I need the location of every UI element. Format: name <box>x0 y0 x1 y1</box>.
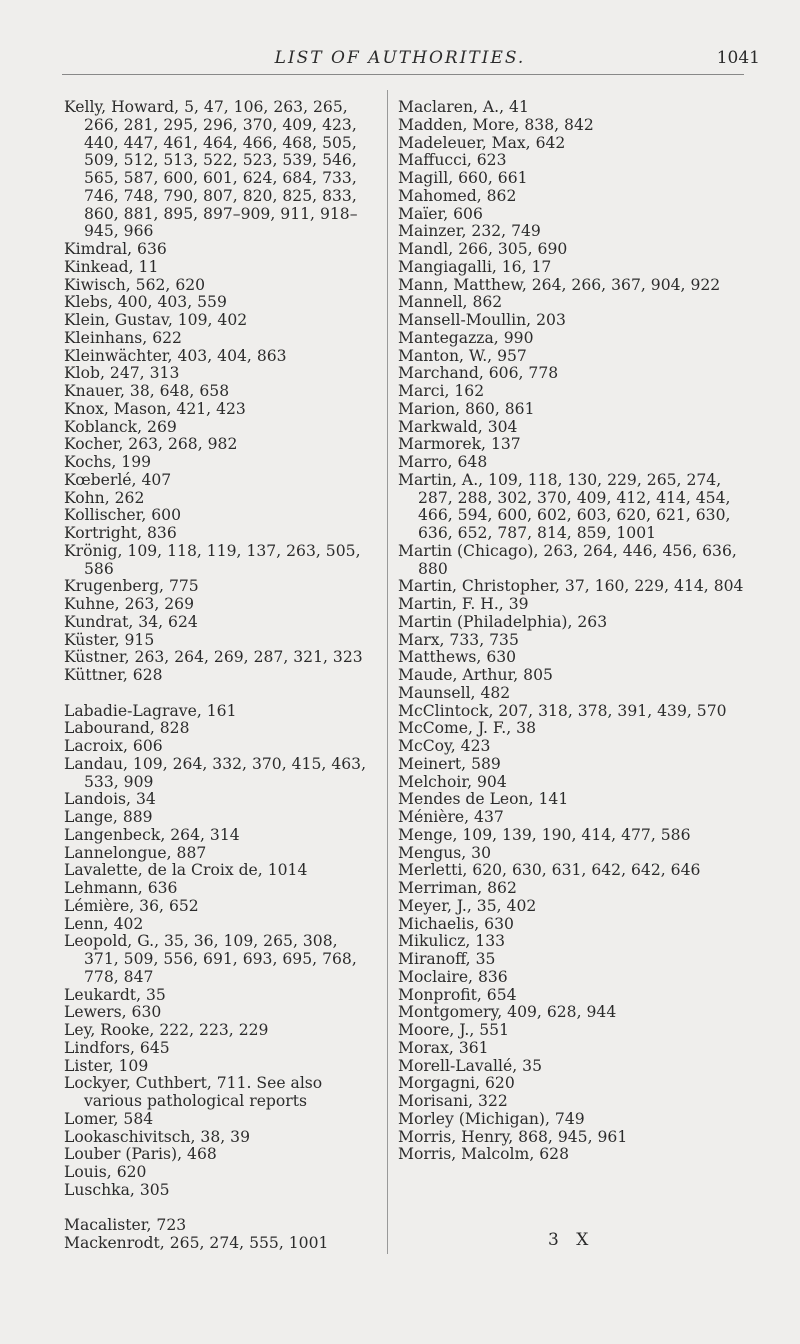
index-entry: Lister, 109 <box>64 1056 149 1075</box>
index-entry: Kimdral, 636 <box>64 240 167 258</box>
index-entry: Mikulicz, 133 <box>398 932 506 951</box>
index-entry: Knox, Mason, 421, 423 <box>64 399 246 418</box>
index-entry: Klob, 247, 313 <box>64 364 180 383</box>
index-entry: Manton, W., 957 <box>398 346 527 365</box>
index-entry: Martin, F. H., 39 <box>398 595 529 613</box>
index-entry: Kleinhans, 622 <box>64 328 182 347</box>
index-entry: Kelly, Howard, 5, 47, 106, 263, 265, 266, 281, 295, 296, 370, 409, 423, 440, 447, 461, 464, 466, 468, 505, 509, 512, 513, 522, 523, 539, 546, 565, 587, 600, 601, 624, 684, 733, 746, 748, 790, 807, 820, 825, 833, 860, 881, 895, 897–909, 911, 918–945, 966 <box>64 98 358 241</box>
index-entry: Kochs, 199 <box>64 453 152 471</box>
index-entry: Maunsell, 482 <box>398 683 511 702</box>
index-entry: Mengus, 30 <box>398 843 492 862</box>
index-entry: Lange, 889 <box>64 808 153 826</box>
index-entry: Kuhne, 263, 269 <box>64 595 195 613</box>
index-entry: Martin (Philadelphia), 263 <box>398 612 608 631</box>
index-entry: Macalister, 723 <box>64 1216 187 1235</box>
index-entry: Monprofit, 654 <box>398 985 517 1004</box>
index-entry: Labourand, 828 <box>64 719 190 738</box>
index-entry: Kohn, 262 <box>64 488 145 507</box>
index-entry: Morax, 361 <box>398 1038 489 1057</box>
index-entry: Küstner, 263, 264, 269, 287, 321, 323 <box>64 648 363 667</box>
index-entry: McCoy, 423 <box>398 737 491 755</box>
index-entry: Leukardt, 35 <box>64 985 166 1004</box>
index-entry: Marci, 162 <box>398 382 485 400</box>
index-entry: Mendes de Leon, 141 <box>398 790 569 809</box>
index-entry: Krugenberg, 775 <box>64 577 199 596</box>
index-entry: Melchoir, 904 <box>398 772 507 791</box>
right-column <box>398 99 746 1164</box>
signature-mark: 3 X <box>548 1230 595 1250</box>
index-entry: Ley, Rooke, 222, 223, 229 <box>64 1021 269 1039</box>
index-entry: Lacroix, 606 <box>64 737 163 755</box>
index-entry: Marmorek, 137 <box>398 435 521 454</box>
index-entry: Madden, More, 838, 842 <box>398 115 594 134</box>
index-entry: Morgagni, 620 <box>398 1074 515 1093</box>
page-number: 1041 <box>716 48 760 68</box>
index-entry: Maïer, 606 <box>398 204 483 223</box>
index-entry: Klein, Gustav, 109, 402 <box>64 311 248 329</box>
index-entry: Küster, 915 <box>64 630 155 649</box>
index-entry: Lavalette, de la Croix de, 1014 <box>64 861 308 880</box>
index-entry: Maude, Arthur, 805 <box>398 666 553 684</box>
index-entry: Mantegazza, 990 <box>398 328 534 347</box>
index-entry: Lockyer, Cuthbert, 711. See also various pathological reports <box>64 1074 323 1110</box>
index-entry: Krönig, 109, 118, 119, 137, 263, 505, 586 <box>64 541 361 578</box>
index-entry: Mackenrodt, 265, 274, 555, 1001 <box>64 1234 329 1252</box>
index-entry: Mansell-Moullin, 203 <box>398 311 566 329</box>
index-entry: Merriman, 862 <box>398 879 517 897</box>
index-entry: Miranoff, 35 <box>398 950 496 968</box>
index-entry: Madeleuer, Max, 642 <box>398 133 566 152</box>
running-title: LIST OF AUTHORITIES. <box>274 48 526 68</box>
index-entry: Morley (Michigan), 749 <box>398 1109 585 1128</box>
index-entry: Lannelongue, 887 <box>64 843 207 862</box>
index-entry: Lehmann, 636 <box>64 879 178 897</box>
index-entry: Lenn, 402 <box>64 914 144 933</box>
index-entry: Klebs, 400, 403, 559 <box>64 293 227 312</box>
index-entry: Leopold, G., 35, 36, 109, 265, 308, 371, 509, 556, 691, 693, 695, 768, 778, 847 <box>64 932 357 986</box>
index-entry: Mann, Matthew, 264, 266, 367, 904, 922 <box>398 275 721 294</box>
index-entry: McClintock, 207, 318, 378, 391, 439, 570 <box>398 701 727 720</box>
index-entry: Morisani, 322 <box>398 1092 508 1110</box>
index-entry: Moclaire, 836 <box>398 967 508 986</box>
index-entry: McCome, J. F., 38 <box>398 719 537 738</box>
left-column <box>64 99 376 1253</box>
index-entry: Kleinwächter, 403, 404, 863 <box>64 346 287 365</box>
index-entry: Louber (Paris), 468 <box>64 1145 217 1164</box>
index-entry: Marion, 860, 861 <box>398 399 535 418</box>
index-entry: Magill, 660, 661 <box>398 169 528 187</box>
index-entry: Kœberlé, 407 <box>64 470 172 489</box>
index-entry: Maclaren, A., 41 <box>398 98 529 116</box>
index-entry: Kortright, 836 <box>64 524 177 542</box>
index-entry: Landois, 34 <box>64 790 156 809</box>
index-entry: Markwald, 304 <box>398 417 518 436</box>
index-entry: Lémière, 36, 652 <box>64 896 199 915</box>
index-entry: Maffucci, 623 <box>398 151 507 170</box>
index-entry: Kocher, 263, 268, 982 <box>64 435 238 454</box>
index-entry: Morris, Malcolm, 628 <box>398 1145 569 1164</box>
index-entry: Marro, 648 <box>398 453 488 471</box>
index-entry: Lomer, 584 <box>64 1109 154 1128</box>
index-entry: Landau, 109, 264, 332, 370, 415, 463, 533, 909 <box>64 754 367 791</box>
index-entry: Langenbeck, 264, 314 <box>64 825 240 844</box>
index-entry: Kundrat, 34, 624 <box>64 612 198 631</box>
index-entry: Matthews, 630 <box>398 648 517 667</box>
index-entry: Mainzer, 232, 749 <box>398 222 541 241</box>
index-entry: Koblanck, 269 <box>64 417 177 436</box>
page-header <box>0 48 800 82</box>
index-entry: Lewers, 630 <box>64 1003 162 1022</box>
index-entry: Mannell, 862 <box>398 293 503 312</box>
header-rule <box>62 74 744 75</box>
column-divider <box>387 90 388 1254</box>
index-entry: Mahomed, 862 <box>398 186 517 205</box>
index-entry: Ménière, 437 <box>398 808 504 826</box>
index-entry: Knauer, 38, 648, 658 <box>64 382 230 400</box>
index-entry: Marchand, 606, 778 <box>398 364 559 383</box>
index-entry: Moore, J., 551 <box>398 1021 510 1039</box>
index-entry: Luschka, 305 <box>64 1180 170 1199</box>
index-entry: Morris, Henry, 868, 945, 961 <box>398 1127 628 1146</box>
index-entry: Lindfors, 645 <box>64 1038 170 1057</box>
index-entry: Küttner, 628 <box>64 666 163 684</box>
index-entry: Morell-Lavallé, 35 <box>398 1056 542 1075</box>
index-entry: Kinkead, 11 <box>64 257 159 276</box>
index-entry: Menge, 109, 139, 190, 414, 477, 586 <box>398 825 691 844</box>
index-entry: Meyer, J., 35, 402 <box>398 896 537 915</box>
index-entry: Merletti, 620, 630, 631, 642, 642, 646 <box>398 861 701 880</box>
index-entry: Montgomery, 409, 628, 944 <box>398 1003 617 1022</box>
index-entry: Kollischer, 600 <box>64 506 182 525</box>
index-entry: Michaelis, 630 <box>398 914 514 933</box>
index-entry: Martin, A., 109, 118, 130, 229, 265, 274, 287, 288, 302, 370, 409, 412, 414, 454, 466, 594, 600, 602, 603, 620, 621, 630, 636, 652, 787, 814, 859, 1001 <box>398 470 731 542</box>
index-entry: Marx, 733, 735 <box>398 630 519 649</box>
index-entry: Mangiagalli, 16, 17 <box>398 257 552 276</box>
index-entry: Kiwisch, 562, 620 <box>64 275 206 294</box>
index-entry: Labadie-Lagrave, 161 <box>64 701 237 720</box>
index-entry: Mandl, 266, 305, 690 <box>398 240 568 258</box>
index-entry: Meinert, 589 <box>398 754 501 773</box>
index-entry: Louis, 620 <box>64 1163 147 1181</box>
index-entry: Martin (Chicago), 263, 264, 446, 456, 636, 880 <box>398 541 737 578</box>
index-entry: Martin, Christopher, 37, 160, 229, 414, 804 <box>398 577 744 596</box>
index-entry: Lookaschivitsch, 38, 39 <box>64 1127 250 1146</box>
